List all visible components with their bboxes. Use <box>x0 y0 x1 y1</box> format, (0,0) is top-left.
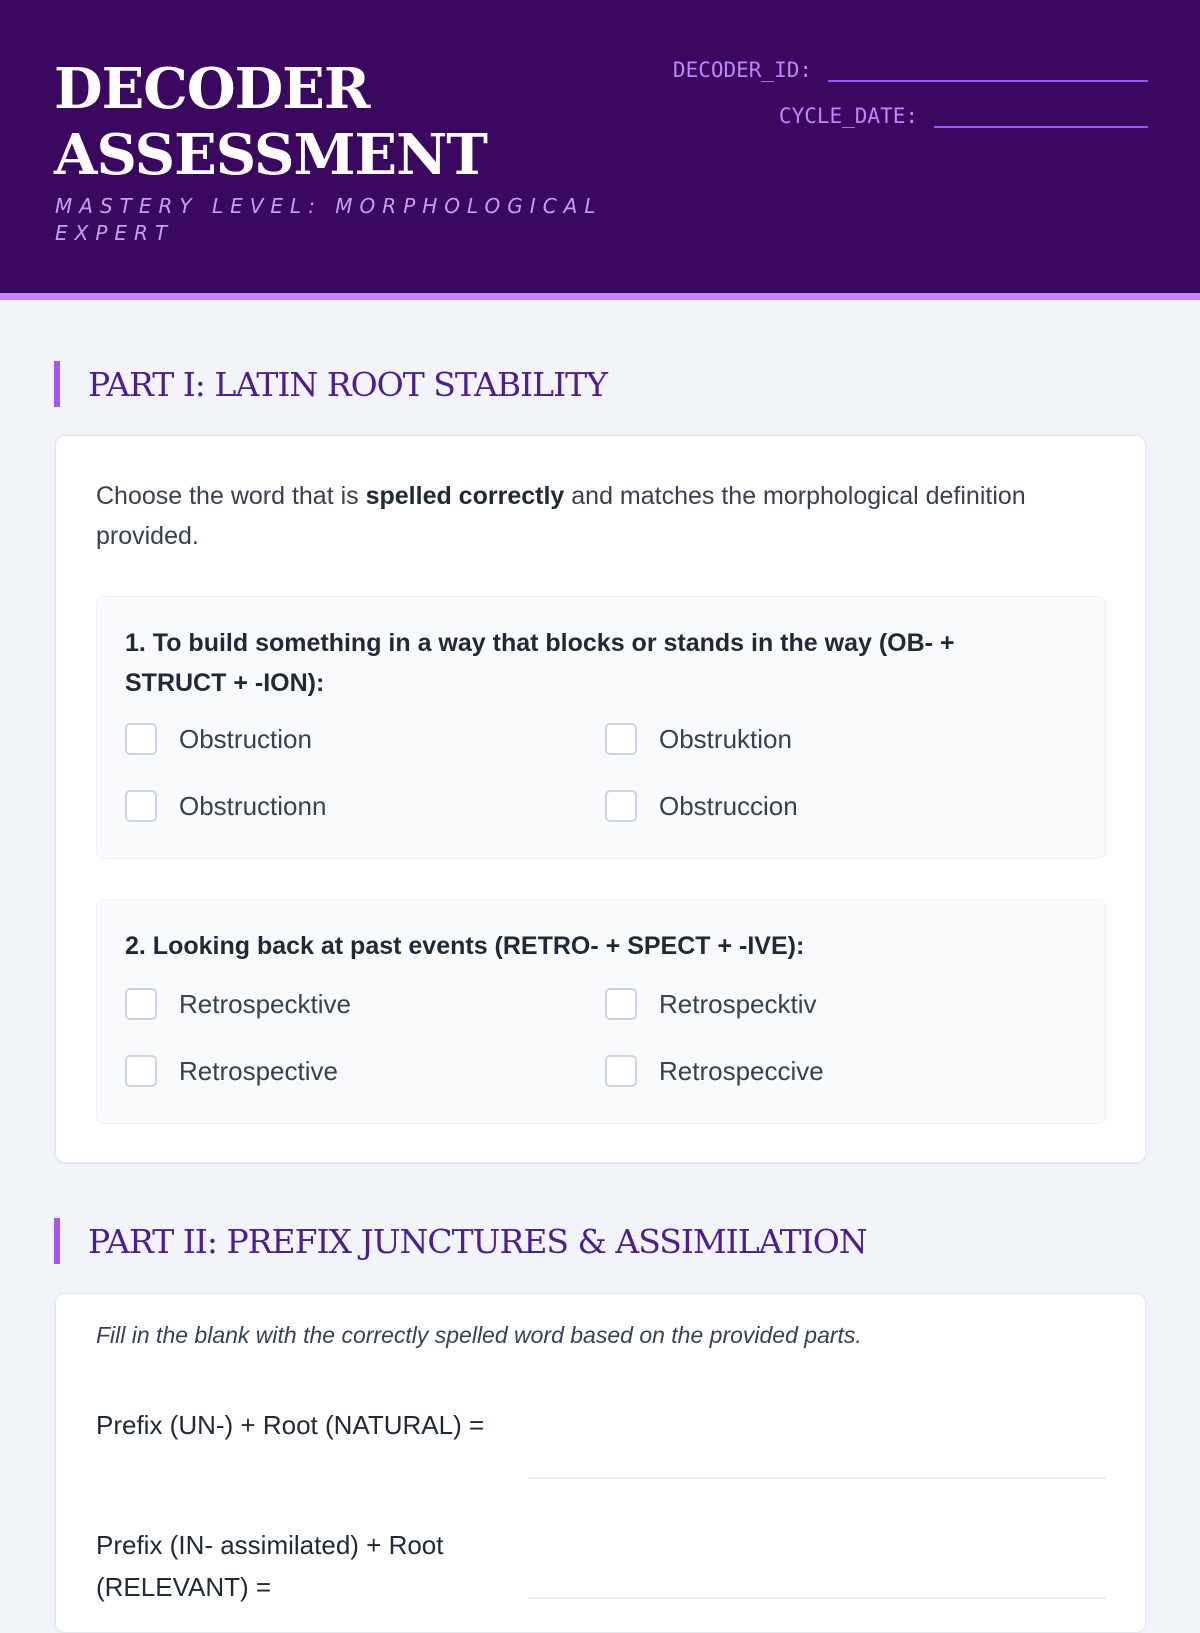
question-1-text: 1. To build something in a way that blocks or stands in the way (OB- + STRUCT + -ION): <box>125 629 955 697</box>
option-row[interactable] <box>605 1055 824 1087</box>
part-2-card <box>55 1293 1146 1633</box>
question-2-text: 2. Looking back at past events (RETRO- + SPECT + -IVE): <box>125 932 805 960</box>
option-row[interactable] <box>125 1055 338 1087</box>
option-label: Obstruccion <box>659 790 798 821</box>
question-block-1 <box>96 596 1106 859</box>
question-block-2 <box>96 899 1106 1124</box>
option-checkbox[interactable] <box>605 988 637 1020</box>
title-line-2: ASSESSMENT <box>54 122 487 188</box>
option-checkbox[interactable] <box>605 790 637 822</box>
fill-answer-1[interactable] <box>528 1477 1106 1479</box>
option-row[interactable] <box>125 723 312 755</box>
option-checkbox[interactable] <box>125 723 157 755</box>
fill-answer-2[interactable] <box>528 1597 1106 1599</box>
title-line-1: DECODER <box>54 56 370 122</box>
option-checkbox[interactable] <box>125 790 157 822</box>
decoder-id-label: DECODER_ID: <box>672 58 812 82</box>
option-checkbox[interactable] <box>605 1055 637 1087</box>
decoder-id-row <box>673 58 1148 82</box>
decoder-id-field[interactable] <box>828 58 1148 82</box>
option-row[interactable] <box>125 988 351 1020</box>
cycle-date-label: CYCLE_DATE: <box>778 104 918 128</box>
option-row[interactable] <box>605 723 792 755</box>
option-label: Retrospecktiv <box>659 988 817 1019</box>
option-row[interactable] <box>605 790 798 822</box>
intro-text-start: Choose the word that is <box>96 482 366 510</box>
cycle-date-row <box>779 104 1148 128</box>
part-1-card <box>55 435 1146 1163</box>
section-title-part-2: PART II: PREFIX JUNCTURES & ASSIMILATION <box>88 1221 867 1261</box>
part-2-instructions: Fill in the blank with the correctly spelled word based on the provided parts. <box>96 1322 862 1348</box>
section-title-part-1: PART I: LATIN ROOT STABILITY <box>88 364 607 404</box>
page-subtitle: MASTERY LEVEL: MORPHOLOGICAL EXPERT <box>55 194 603 245</box>
option-label: Obstruction <box>179 723 312 754</box>
section-heading-part-2 <box>54 1218 867 1264</box>
page-header <box>0 0 1200 300</box>
option-row[interactable] <box>125 790 326 822</box>
intro-text-emphasis: spelled correctly <box>365 482 565 510</box>
option-checkbox[interactable] <box>605 723 637 755</box>
option-row[interactable] <box>605 988 817 1020</box>
option-label: Retrospecktive <box>179 988 351 1019</box>
option-checkbox[interactable] <box>125 1055 157 1087</box>
intro-text-end: and matches the morphological definition provided. <box>96 482 1026 550</box>
cycle-date-field[interactable] <box>934 104 1148 128</box>
option-label: Retrospective <box>179 1055 338 1086</box>
part-1-instructions <box>96 476 1086 556</box>
option-label: Retrospeccive <box>659 1055 824 1086</box>
option-checkbox[interactable] <box>125 988 157 1020</box>
section-heading-part-1 <box>54 361 607 407</box>
fill-prompt-2: Prefix (IN- assimilated) + Root (RELEVANT) = <box>96 1530 444 1602</box>
fill-prompt-1: Prefix (UN-) + Root (NATURAL) = <box>96 1410 485 1440</box>
option-label: Obstruktion <box>659 723 792 754</box>
option-label: Obstructionn <box>179 790 327 821</box>
page-title <box>54 56 487 188</box>
